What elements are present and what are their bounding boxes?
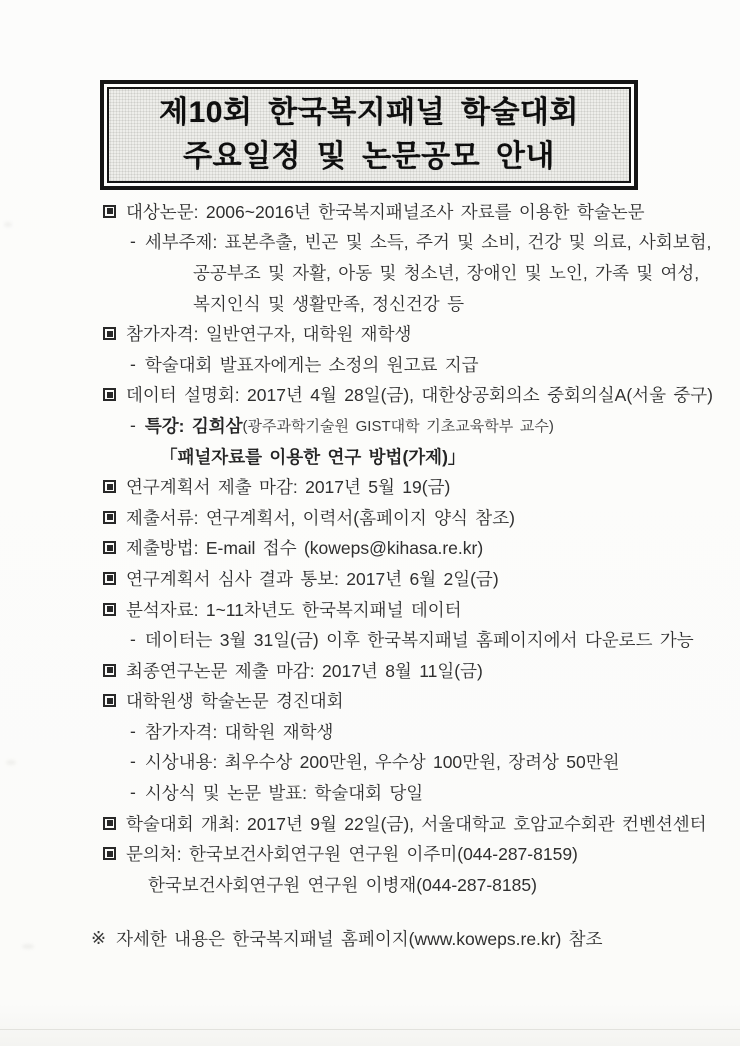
footer-note-text: 자세한 내용은 한국복지패널 홈페이지(www.koweps.re.kr) 참조 xyxy=(116,929,603,950)
footer-note xyxy=(91,924,710,954)
scan-smudge xyxy=(22,944,34,949)
dash-bullet: - xyxy=(130,629,136,650)
page-title-line-2: 주요일정 및 논문공모 안내 xyxy=(183,140,555,173)
square-bullet-icon xyxy=(103,694,116,707)
line-text: 분석자료: 1~11차년도 한국복지패널 데이터 xyxy=(126,599,462,620)
document-line xyxy=(103,777,710,808)
line-text: (광주과학기술원 GIST대학 기초교육학부 교수) xyxy=(242,417,554,435)
dash-bullet: - xyxy=(130,782,136,803)
line-text: 데이터는 3월 31일(금) 이후 한국복지패널 홈페이지에서 다운로드 가능 xyxy=(144,630,694,651)
square-bullet-icon xyxy=(103,603,116,616)
line-text: 제출서류: 연구계획서, 이력서(홈페이지 양식 참조) xyxy=(126,507,515,528)
line-text: 「패널자료를 이용한 연구 방법(가제)」 xyxy=(160,446,466,467)
document-line xyxy=(103,288,710,319)
document-line xyxy=(103,838,710,869)
line-text: 특강: 김희삼 xyxy=(144,415,243,436)
square-bullet-icon xyxy=(103,511,116,524)
square-bullet-icon xyxy=(103,541,116,554)
square-bullet-icon xyxy=(103,817,116,830)
line-text: 참가자격: 대학원 재학생 xyxy=(144,721,334,742)
line-text: 공공부조 및 자활, 아동 및 청소년, 장애인 및 노인, 가족 및 여성, xyxy=(193,262,700,283)
document-line xyxy=(103,563,710,594)
line-text: 시상내용: 최우수상 200만원, 우수상 100만원, 장려상 50만원 xyxy=(144,752,620,773)
document-line xyxy=(103,747,710,778)
document-line xyxy=(103,716,710,747)
square-bullet-icon xyxy=(103,205,116,218)
line-text: 학술대회 개최: 2017년 9월 22일(금), 서울대학교 호암교수회관 컨벤션센터 xyxy=(126,813,707,834)
document-line xyxy=(103,594,710,625)
line-text: 대학원생 학술논문 경진대회 xyxy=(126,691,344,712)
line-text: 데이터 설명회: 2017년 4월 28일(금), 대한상공회의소 중회의실A(서울 중구) xyxy=(126,385,713,406)
document-line xyxy=(103,410,710,441)
dash-bullet: - xyxy=(130,231,136,252)
document-line xyxy=(103,869,710,900)
title-box xyxy=(100,80,638,190)
announcement-body xyxy=(91,196,713,954)
line-text: 대상논문: 2006~2016년 한국복지패널조사 자료를 이용한 학술논문 xyxy=(126,201,645,222)
document-line xyxy=(103,349,710,380)
dash-bullet: - xyxy=(130,720,136,741)
dash-bullet: - xyxy=(130,414,136,435)
line-text: 제출방법: E-mail 접수 (koweps@kihasa.re.kr) xyxy=(126,538,484,559)
dash-bullet: - xyxy=(130,751,136,772)
document-line xyxy=(103,227,710,258)
line-text: 한국보건사회연구원 연구원 이병재(044-287-8185) xyxy=(148,874,537,895)
scan-artifact-line xyxy=(0,1029,740,1030)
document-line xyxy=(103,441,710,472)
line-text: 문의처: 한국보건사회연구원 연구원 이주미(044-287-8159) xyxy=(126,844,578,865)
document-line xyxy=(103,471,710,502)
dash-bullet: - xyxy=(130,353,136,374)
document-line xyxy=(103,380,713,411)
square-bullet-icon xyxy=(103,572,116,585)
document-line xyxy=(103,318,710,349)
line-text: 최종연구논문 제출 마감: 2017년 8월 11일(금) xyxy=(126,660,483,681)
document-line xyxy=(103,257,710,288)
document-line xyxy=(103,533,710,564)
line-text: 복지인식 및 생활만족, 정신건강 등 xyxy=(193,293,464,314)
reference-mark-icon: ※ xyxy=(91,928,107,949)
line-text: 시상식 및 논문 발표: 학술대회 당일 xyxy=(144,783,424,804)
document-line xyxy=(103,196,710,227)
square-bullet-icon xyxy=(103,388,116,401)
line-text: 세부주제: 표본추출, 빈곤 및 소득, 주거 및 소비, 건강 및 의료, 사회보험, xyxy=(144,232,712,253)
document-line xyxy=(103,655,710,686)
document-line xyxy=(103,502,710,533)
page-title-line-1: 제10회 한국복지패널 학술대회 xyxy=(159,96,579,129)
square-bullet-icon xyxy=(103,664,116,677)
line-text: 참가자격: 일반연구자, 대학원 재학생 xyxy=(126,324,412,345)
square-bullet-icon xyxy=(103,847,116,860)
title-box-inner xyxy=(107,87,631,183)
scan-smudge xyxy=(4,222,12,227)
document-line xyxy=(103,686,710,717)
square-bullet-icon xyxy=(103,327,116,340)
line-text: 연구계획서 제출 마감: 2017년 5월 19(금) xyxy=(126,477,451,498)
line-text: 연구계획서 심사 결과 통보: 2017년 6월 2일(금) xyxy=(126,568,499,589)
document-line xyxy=(103,808,710,839)
document-line xyxy=(103,624,710,655)
square-bullet-icon xyxy=(103,480,116,493)
scan-smudge xyxy=(6,760,16,765)
line-text: 학술대회 발표자에게는 소정의 원고료 지급 xyxy=(144,354,479,375)
